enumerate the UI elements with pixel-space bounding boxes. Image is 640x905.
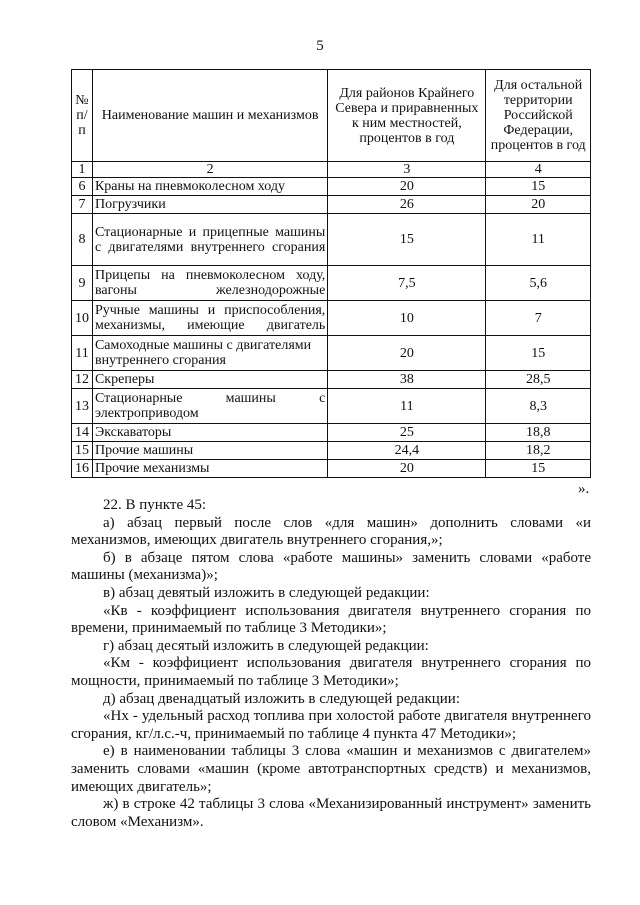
table-row: [72, 442, 591, 460]
depreciation-rates-table: [71, 69, 591, 478]
far-north-rate: 20: [328, 460, 486, 478]
column-index-cell: 1: [72, 162, 93, 178]
column-index-cell: 4: [486, 162, 591, 178]
row-number: 9: [72, 266, 93, 301]
machine-name: Самоходные машины с двигателями внутреннего сгорания: [92, 336, 327, 371]
machine-name: Стационарные машины с электроприводом: [92, 389, 327, 424]
table-row: [72, 389, 591, 424]
paragraph: е) в наименовании таблицы 3 слова «машин и механизмов с двигателем» заменить словами «машин (кроме автотранспортных средств) и механизмов, имеющих двигатель»;: [71, 743, 591, 795]
row-number: 8: [72, 214, 93, 266]
paragraph: «Кв - коэффициент использования двигателя внутреннего сгорания по времени, принимаемый по таблице 3 Методики»;: [71, 602, 591, 637]
far-north-rate: 15: [328, 214, 486, 266]
paragraph: «Км - коэффициент использования двигателя внутреннего сгорания по мощности, принимаемый по таблице 3 Методики»;: [71, 655, 591, 689]
machine-name: Краны на пневмоколесном ходу: [92, 178, 327, 196]
header-far-north-rate: Для районов Крайнего Севера и приравненных к ним местностей, процентов в год: [328, 70, 486, 162]
table-row: [72, 460, 591, 478]
table-row: [72, 336, 591, 371]
far-north-rate: 10: [328, 301, 486, 336]
far-north-rate: 24,4: [328, 442, 486, 460]
far-north-rate: 11: [328, 389, 486, 424]
column-index-cell: 3: [328, 162, 486, 178]
machine-name: Ручные машины и приспособления, механизмы, имеющие двигатель: [92, 301, 327, 336]
other-territory-rate: 5,6: [486, 266, 591, 301]
amendment-text: [71, 497, 591, 831]
paragraph: «Нх - удельный расход топлива при холостой работе двигателя внутреннего сгорания, кг/л.с.-ч, принимаемый по таблице 4 пункта 47 Методики»;: [71, 708, 591, 742]
paragraph: д) абзац двенадцатый изложить в следующей редакции:: [103, 690, 460, 707]
far-north-rate: 38: [328, 371, 486, 389]
table-row: [72, 178, 591, 196]
row-number: 7: [72, 196, 93, 214]
paragraph: а) абзац первый после слов «для машин» дополнить словами «и механизмов, имеющих двигатель внутреннего сгорания,»;: [71, 514, 591, 549]
other-territory-rate: 20: [486, 196, 591, 214]
machine-name: Погрузчики: [92, 196, 327, 214]
table-row: [72, 214, 591, 266]
machine-name: Прочие механизмы: [92, 460, 327, 478]
paragraph: б) в абзаце пятом слова «работе машины» заменить словами «работе машины (механизма)»;: [71, 549, 591, 584]
other-territory-rate: 28,5: [486, 371, 591, 389]
header-number: № п/п: [72, 70, 93, 162]
row-number: 10: [72, 301, 93, 336]
other-territory-rate: 11: [486, 214, 591, 266]
table-header-row: [72, 70, 591, 162]
machine-name: Скреперы: [92, 371, 327, 389]
row-number: 11: [72, 336, 93, 371]
row-number: 13: [72, 389, 93, 424]
far-north-rate: 7,5: [328, 266, 486, 301]
page-number: 5: [316, 38, 324, 54]
table-row: [72, 371, 591, 389]
other-territory-rate: 18,2: [486, 442, 591, 460]
row-number: 12: [72, 371, 93, 389]
far-north-rate: 20: [328, 178, 486, 196]
row-number: 6: [72, 178, 93, 196]
other-territory-rate: 15: [486, 178, 591, 196]
other-territory-rate: 15: [486, 460, 591, 478]
table-row: [72, 424, 591, 442]
table-row: [72, 301, 591, 336]
header-machine-name: Наименование машин и механизмов: [92, 70, 327, 162]
paragraph: г) абзац десятый изложить в следующей редакции:: [103, 637, 429, 654]
machine-name: Экскаваторы: [92, 424, 327, 442]
other-territory-rate: 18,8: [486, 424, 591, 442]
machine-name: Прицепы на пневмоколесном ходу, вагоны железнодорожные: [92, 266, 327, 301]
column-index-cell: 2: [92, 162, 327, 178]
paragraph: ж) в строке 42 таблицы 3 слова «Механизированный инструмент» заменить словом «Механизм».: [71, 796, 591, 830]
machine-name: Стационарные и прицепные машины с двигателями внутреннего сгорания: [92, 214, 327, 266]
row-number: 16: [72, 460, 93, 478]
closing-quote: ».: [578, 481, 590, 497]
table-column-index-row: [72, 162, 591, 178]
far-north-rate: 20: [328, 336, 486, 371]
other-territory-rate: 8,3: [486, 389, 591, 424]
table-row: [72, 266, 591, 301]
row-number: 14: [72, 424, 93, 442]
far-north-rate: 26: [328, 196, 486, 214]
table-row: [72, 196, 591, 214]
other-territory-rate: 15: [486, 336, 591, 371]
paragraph: в) абзац девятый изложить в следующей редакции:: [103, 584, 430, 601]
row-number: 15: [72, 442, 93, 460]
far-north-rate: 25: [328, 424, 486, 442]
header-other-territory-rate: Для остальной территории Российской Федерации, процентов в год: [486, 70, 591, 162]
paragraph: 22. В пункте 45:: [103, 497, 207, 513]
machine-name: Прочие машины: [92, 442, 327, 460]
other-territory-rate: 7: [486, 301, 591, 336]
